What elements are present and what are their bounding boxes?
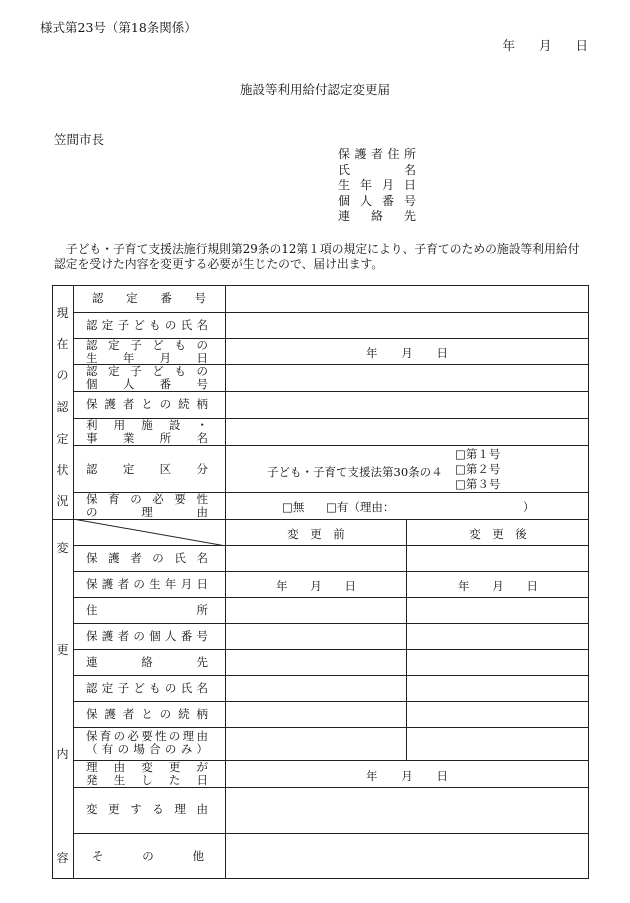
row-divider [73,727,589,728]
document-title: 施設等利用給付認定変更届 [239,82,390,97]
applicant-field-name: 氏 名 [338,162,416,177]
form-number: 様式第23号（第18条関係） [40,20,197,35]
after-header: 変 更 後 [469,527,527,541]
necessity-close-paren: ） [523,500,535,514]
category-option-1[interactable]: □第１号 [455,447,501,461]
label-necessity: 保育の必要性 の理由 [86,492,208,519]
category-option-3[interactable]: □第３号 [455,477,501,491]
label-child-dob: 認定子どもの 生年月日 [86,338,208,365]
side-column-divider [73,285,74,879]
submission-date [502,36,588,54]
before-header: 変 更 前 [287,527,345,541]
label-guardian-dob: 保護者の生年月日 [86,577,208,591]
row-divider [73,597,589,598]
row-divider [73,675,589,676]
reason-date-day: 日 [436,769,448,783]
category-law-text: 子ども・子育て支援法第30条の４ [267,465,443,479]
body-text: 子ども・子育て支援法施行規則第29条の12第１項の規定により、子育てのための施設等利用給付認定を受けた内容を変更する必要が生じたので、届け出ます。 [54,242,580,271]
applicant-field-dob: 生年月日 [338,178,416,192]
necessity-yes-checkbox[interactable]: □有（理由： [326,500,395,514]
reason-date-value[interactable] [366,768,448,784]
child-dob-year: 年 [366,346,378,360]
dob-after-month: 月 [492,579,504,593]
necessity-none-checkbox[interactable]: □無 [282,500,305,514]
row-divider [73,312,589,313]
side-label-change-2: 更 [56,643,69,657]
label-necessity-change: 保育の必要性の理由 （有の場合のみ） [86,729,208,756]
category-option-2[interactable]: □第２号 [455,462,501,476]
dob-before-day: 日 [344,579,356,593]
side-label-current-6: 状 [56,463,69,477]
label-address: 住所 [86,603,208,617]
side-label-change-1: 変 [56,541,69,555]
side-label-change-3: 内 [56,747,69,761]
applicant-field-address: 保護者住所 [338,147,416,161]
label-contact: 連絡先 [86,655,208,669]
dob-after-year: 年 [458,579,470,593]
row-divider [73,701,589,702]
side-label-current-1: 現 [56,306,69,320]
dob-before-month: 月 [310,579,322,593]
label-reason-date: 理由変更が 発生した日 [86,760,208,787]
date-day-label: 日 [575,38,588,53]
label-child-name: 認定子どもの氏名 [86,318,208,332]
label-column-divider [225,285,226,879]
label-relation: 保護者との続柄 [86,397,208,411]
before-after-divider [406,519,407,760]
label-guardian-name: 保護者の氏名 [86,551,208,565]
row-divider [73,623,589,624]
applicant-fields [338,147,416,225]
dob-after-day: 日 [526,579,538,593]
label-cert-number: 認定番号 [92,291,206,305]
applicant-field-contact: 連絡先 [338,209,416,223]
guardian-dob-before[interactable] [276,578,356,594]
side-label-current-7: 況 [56,494,69,508]
diagonal-header-cell [73,519,226,546]
date-year-label: 年 [502,38,515,53]
side-label-current-5: 定 [56,432,69,446]
side-label-current-2: 在 [56,337,69,351]
row-divider [73,787,589,788]
label-change-reason: 変更する理由 [86,802,208,816]
child-dob-value[interactable] [366,345,448,361]
label-relation-change: 保護者との続柄 [86,707,208,721]
reason-date-year: 年 [366,769,378,783]
label-child-id: 認定子どもの 個人番号 [86,364,208,391]
date-month-label: 月 [538,38,552,53]
label-guardian-id: 保護者の個人番号 [86,629,208,643]
side-label-change-4: 容 [56,851,69,865]
addressee: 笠間市長 [54,132,105,147]
label-category: 認定区分 [86,462,208,476]
label-child-name-change: 認定子どもの氏名 [86,681,208,695]
label-other: その他 [92,849,204,863]
applicant-field-id-number: 個人番号 [338,193,416,208]
side-label-current-4: 認 [56,400,69,414]
label-facility: 利用施設・ 事業所名 [86,418,208,445]
dob-before-year: 年 [276,579,288,593]
row-divider [73,445,589,446]
row-divider [73,833,589,834]
category-options[interactable] [455,447,500,492]
child-dob-month: 月 [401,346,413,360]
reason-date-month: 月 [401,769,413,783]
side-label-current-3: の [56,368,69,382]
row-divider [73,649,589,650]
guardian-dob-after[interactable] [458,578,538,594]
row-divider [73,391,589,392]
row-divider [73,571,589,572]
child-dob-day: 日 [436,346,448,360]
